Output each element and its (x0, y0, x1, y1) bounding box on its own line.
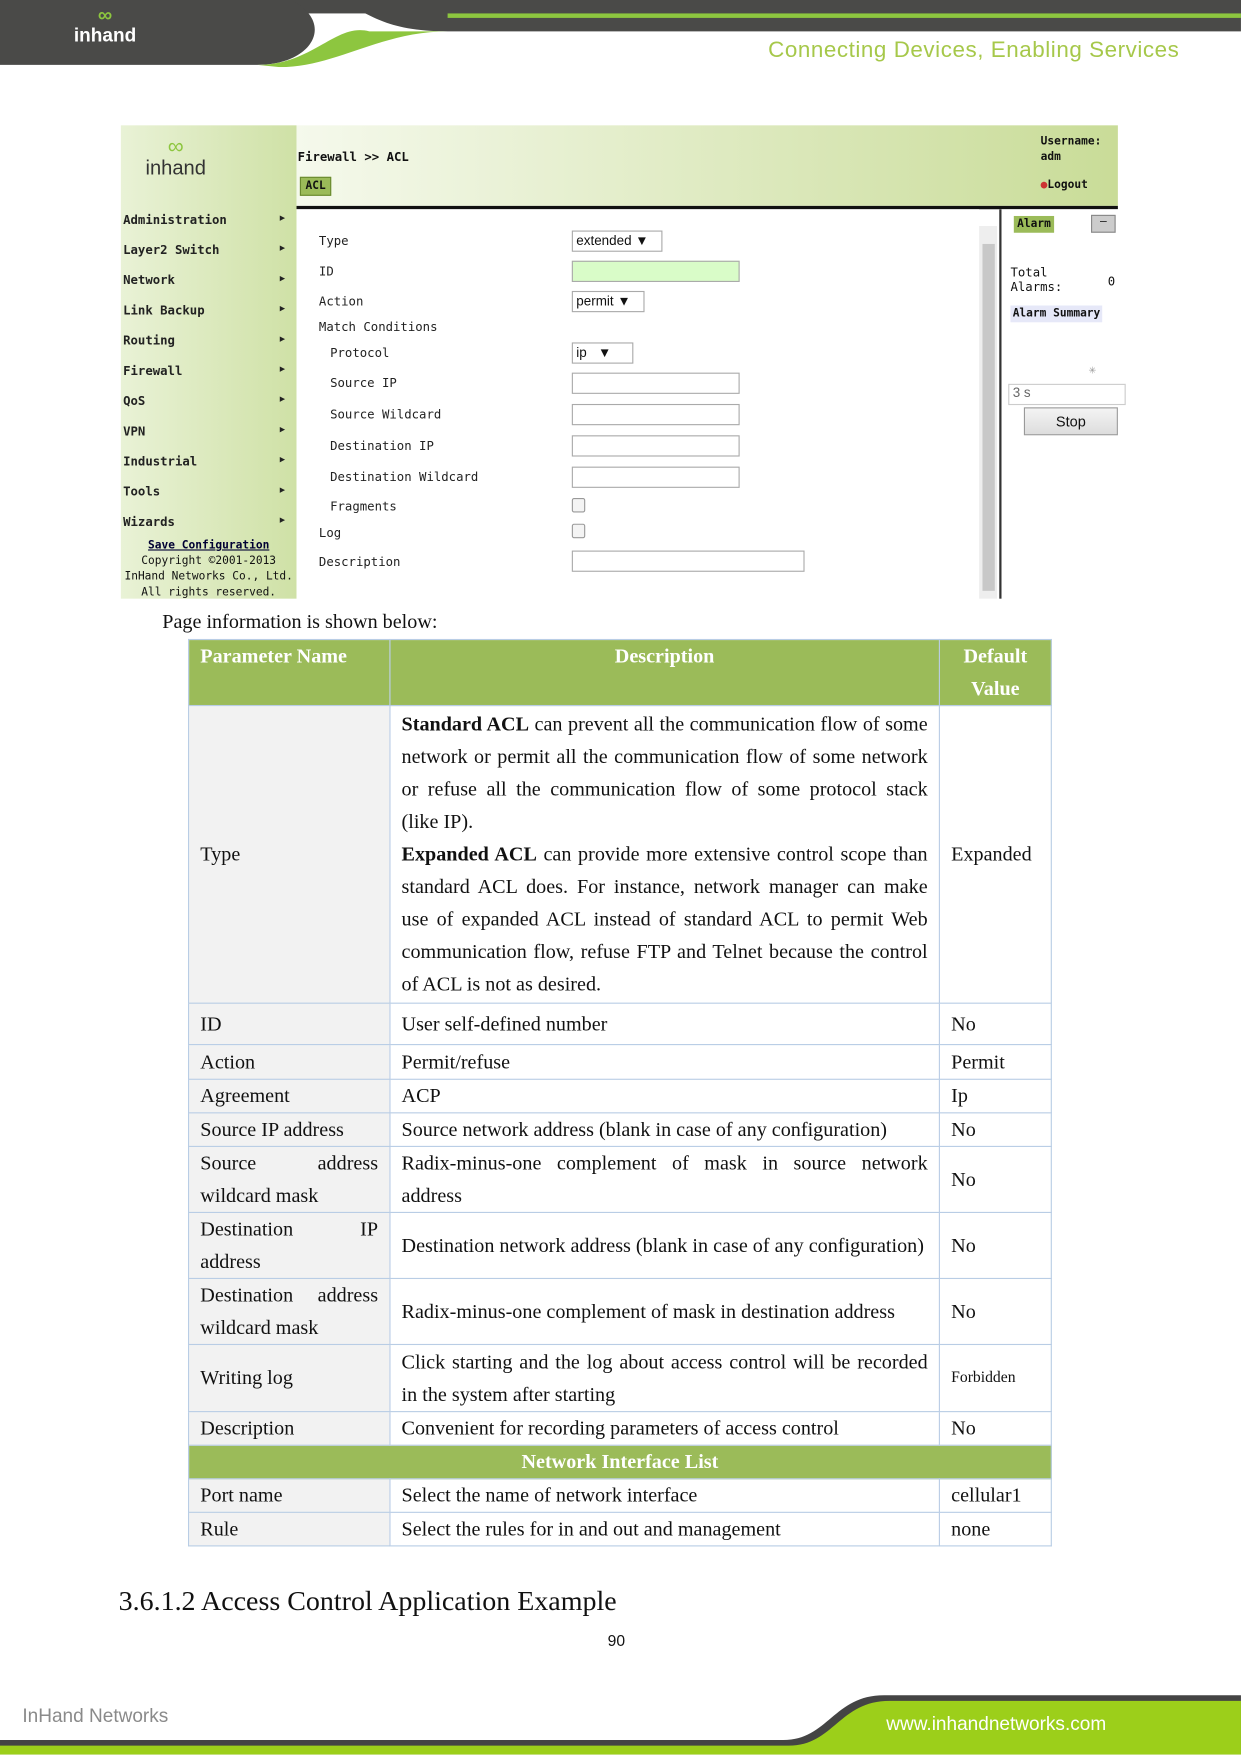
fragments-checkbox[interactable] (572, 498, 585, 513)
copyright-line: Copyright ©2001-2013 (141, 555, 277, 568)
sidebar-item-label: Layer2 Switch (123, 242, 220, 258)
param-description: Radix-minus-one complement of mask in destination address (390, 1278, 940, 1344)
param-default: No (939, 1278, 1051, 1344)
param-default: Permit (939, 1045, 1051, 1080)
param-description: Permit/refuse (390, 1045, 940, 1080)
table-row (189, 1079, 1052, 1113)
action-select[interactable]: permit ▼ (572, 291, 645, 312)
sidebar-item[interactable] (123, 363, 286, 379)
standard-acl-term: Standard ACL (401, 712, 530, 736)
param-description: Destination network address (blank in case of any configuration) (390, 1212, 940, 1278)
param-name: Action (189, 1045, 390, 1080)
param-description: Source network address (blank in case of any configuration) (390, 1113, 940, 1147)
sidebar-item[interactable] (123, 242, 286, 258)
dropdown-arrow-icon: ▼ (617, 293, 631, 309)
dropdown-arrow-icon: ▼ (635, 232, 649, 249)
chevron-right-icon: ▶ (279, 212, 286, 223)
id-label: ID (318, 264, 334, 279)
footer-url[interactable]: www.inhandnetworks.com (886, 1713, 1107, 1735)
footer-company: InHand Networks (22, 1705, 169, 1727)
param-description: Click starting and the log about access control will be recorded in the system after starting (390, 1344, 940, 1411)
param-default: No (939, 1146, 1051, 1212)
chevron-right-icon: ▶ (279, 242, 286, 253)
chevron-right-icon: ▶ (279, 363, 286, 374)
sidebar-item[interactable] (123, 514, 286, 530)
destination-ip-label: Destination IP (330, 438, 434, 454)
table-row (189, 1479, 1052, 1513)
sidebar-item-label: Routing (123, 333, 175, 349)
sidebar-item[interactable] (123, 303, 286, 318)
type-label: Type (318, 233, 349, 249)
param-name: Port name (189, 1479, 390, 1513)
chevron-right-icon: ▶ (279, 514, 286, 525)
param-name: Destination address wildcard mask (189, 1278, 390, 1344)
logout-button[interactable] (1041, 179, 1088, 191)
sidebar-item-label: Tools (123, 484, 161, 500)
breadcrumb: Firewall >> ACL (297, 149, 409, 165)
stop-button[interactable]: Stop (1024, 407, 1118, 435)
table-row (189, 1212, 1052, 1278)
param-description: Radix-minus-one complement of mask in source network address (390, 1146, 940, 1212)
header-description: Description (390, 640, 940, 706)
source-wildcard-input[interactable] (572, 404, 740, 425)
fragments-label: Fragments (330, 499, 397, 514)
page-footer (0, 1690, 1241, 1755)
expanded-acl-term: Expanded ACL (401, 842, 537, 865)
sidebar-item-label: Firewall (123, 363, 183, 379)
chevron-right-icon: ▶ (279, 484, 286, 495)
sidebar-item[interactable] (123, 273, 286, 288)
refresh-interval-field[interactable]: 3 s (1008, 384, 1125, 405)
table-row (189, 1113, 1052, 1147)
destination-wildcard-label: Destination Wildcard (330, 469, 479, 485)
header-parameter-name: Parameter Name (189, 640, 390, 706)
param-default: No (939, 1003, 1051, 1044)
acl-screenshot (121, 125, 1118, 598)
username-label: Username: (1040, 135, 1102, 148)
description-input[interactable] (572, 551, 805, 572)
intro-text: Page information is shown below: (162, 609, 438, 633)
page-number: 90 (607, 1631, 626, 1650)
table-row (189, 1512, 1052, 1546)
sidebar-item[interactable] (123, 393, 286, 409)
sidebar-item-label: Network (123, 273, 175, 288)
tagline: Connecting Devices, Enabling Services (768, 38, 1180, 63)
chevron-right-icon: ▶ (279, 393, 286, 404)
param-name: Agreement (189, 1079, 390, 1113)
tab-acl[interactable]: ACL (300, 177, 331, 196)
tab-alarm[interactable]: Alarm (1014, 216, 1054, 233)
destination-wildcard-input[interactable] (572, 467, 740, 488)
param-description: User self-defined number (390, 1003, 940, 1044)
table-row (189, 1146, 1052, 1212)
chevron-right-icon: ▶ (279, 454, 286, 465)
parameter-table (188, 639, 1052, 1547)
param-default: none (939, 1512, 1051, 1546)
alarm-panel (999, 209, 1120, 598)
param-description: ACP (390, 1079, 940, 1113)
sidebar-item-label: QoS (123, 393, 146, 409)
param-name: Source address wildcard mask (189, 1146, 390, 1212)
table-row (189, 1412, 1052, 1446)
match-conditions-label: Match Conditions (318, 320, 438, 335)
action-label: Action (318, 294, 364, 309)
scrollbar[interactable] (979, 226, 997, 599)
sidebar-item[interactable] (123, 212, 286, 228)
sidebar-logo: ∞ inhand (145, 134, 206, 180)
acl-form (297, 209, 980, 598)
param-description: Select the rules for in and out and management (390, 1512, 940, 1546)
sidebar (121, 125, 297, 598)
sidebar-item[interactable] (123, 484, 286, 500)
source-ip-label: Source IP (330, 375, 397, 391)
param-default: Expanded (939, 706, 1051, 1004)
total-alarms-label: Total Alarms: (1010, 265, 1063, 295)
minimize-icon[interactable]: — (1091, 215, 1116, 233)
inhand-logo: ∞ inhand (73, 3, 137, 46)
sidebar-item[interactable] (123, 424, 286, 439)
sidebar-item[interactable] (123, 454, 286, 469)
table-row (189, 1344, 1052, 1411)
param-description: Convenient for recording parameters of access control (390, 1412, 940, 1446)
table-row (189, 1045, 1052, 1080)
standard-acl-text: can prevent all the communication flow of some network or permit all the communication flow of some network or refuse all the communication flow of some protocol stack (like IP). (401, 712, 928, 833)
table-row (189, 706, 1052, 1004)
logo-text: inhand (73, 24, 137, 46)
param-description (390, 706, 940, 1004)
log-label: Log (318, 525, 342, 541)
header-default-value: Default Value (939, 640, 1051, 706)
sidebar-item-label: Link Backup (123, 303, 205, 318)
table-row (189, 1003, 1052, 1044)
param-name: Source IP address (189, 1113, 390, 1147)
sidebar-item-label: Wizards (123, 514, 175, 530)
table-header-row (189, 640, 1052, 706)
param-default: No (939, 1113, 1051, 1147)
param-default: No (939, 1212, 1051, 1278)
id-input[interactable] (572, 261, 740, 282)
source-wildcard-label: Source Wildcard (330, 407, 442, 422)
section-heading: 3.6.1.2 Access Control Application Example (118, 1586, 617, 1617)
param-name: Rule (189, 1512, 390, 1546)
sidebar-item-label: Administration (123, 212, 227, 228)
param-name: Writing log (189, 1344, 390, 1411)
username: adm (1040, 151, 1061, 164)
chevron-right-icon: ▶ (279, 424, 286, 435)
type-select[interactable]: extended ▼ (572, 231, 663, 252)
dropdown-arrow-icon: ▼ (597, 344, 612, 361)
description-label: Description (318, 555, 401, 570)
chevron-right-icon: ▶ (279, 273, 286, 284)
alarm-summary-link[interactable]: Alarm Summary (1010, 305, 1102, 322)
param-description: Select the name of network interface (390, 1479, 940, 1513)
param-name: ID (189, 1003, 390, 1044)
section-row (189, 1445, 1052, 1479)
param-default: cellular1 (939, 1479, 1051, 1513)
sidebar-item[interactable] (123, 333, 286, 349)
top-band (297, 125, 1118, 209)
sidebar-item-label: VPN (123, 424, 146, 439)
param-name: Destination IP address (189, 1212, 390, 1278)
expanded-acl-text: can provide more extensive control scope than standard ACL does. For instance, network manager can make use of expanded ACL instead of standard ACL to permit Web communication flow, refuse FTP and Telnet because the control of ACL is not as desired. (401, 842, 928, 995)
param-default: Forbidden (939, 1344, 1051, 1411)
param-default: Ip (939, 1079, 1051, 1113)
save-configuration-link[interactable]: Save Configuration (148, 539, 270, 552)
logout-label: Logout (1047, 179, 1088, 192)
loading-spinner-icon: ✳ (1088, 362, 1097, 378)
sidebar-item-label: Industrial (123, 454, 198, 469)
protocol-select[interactable]: ip ▼ (572, 342, 634, 363)
page-header (0, 0, 1241, 67)
copyright-line: All rights reserved. (141, 586, 277, 599)
log-checkbox[interactable] (572, 524, 585, 539)
logout-icon: ● (1040, 179, 1048, 192)
protocol-label: Protocol (330, 345, 390, 361)
total-alarms-value: 0 (1107, 274, 1116, 289)
source-ip-input[interactable] (572, 373, 740, 394)
copyright-line: InHand Networks Co., Ltd. (124, 570, 293, 583)
chevron-right-icon: ▶ (279, 303, 286, 314)
param-name: Type (189, 706, 390, 1004)
network-interface-list-heading: Network Interface List (189, 1445, 1052, 1479)
chevron-right-icon: ▶ (279, 333, 286, 344)
param-default: No (939, 1412, 1051, 1446)
destination-ip-input[interactable] (572, 435, 740, 456)
table-row (189, 1278, 1052, 1344)
param-name: Description (189, 1412, 390, 1446)
